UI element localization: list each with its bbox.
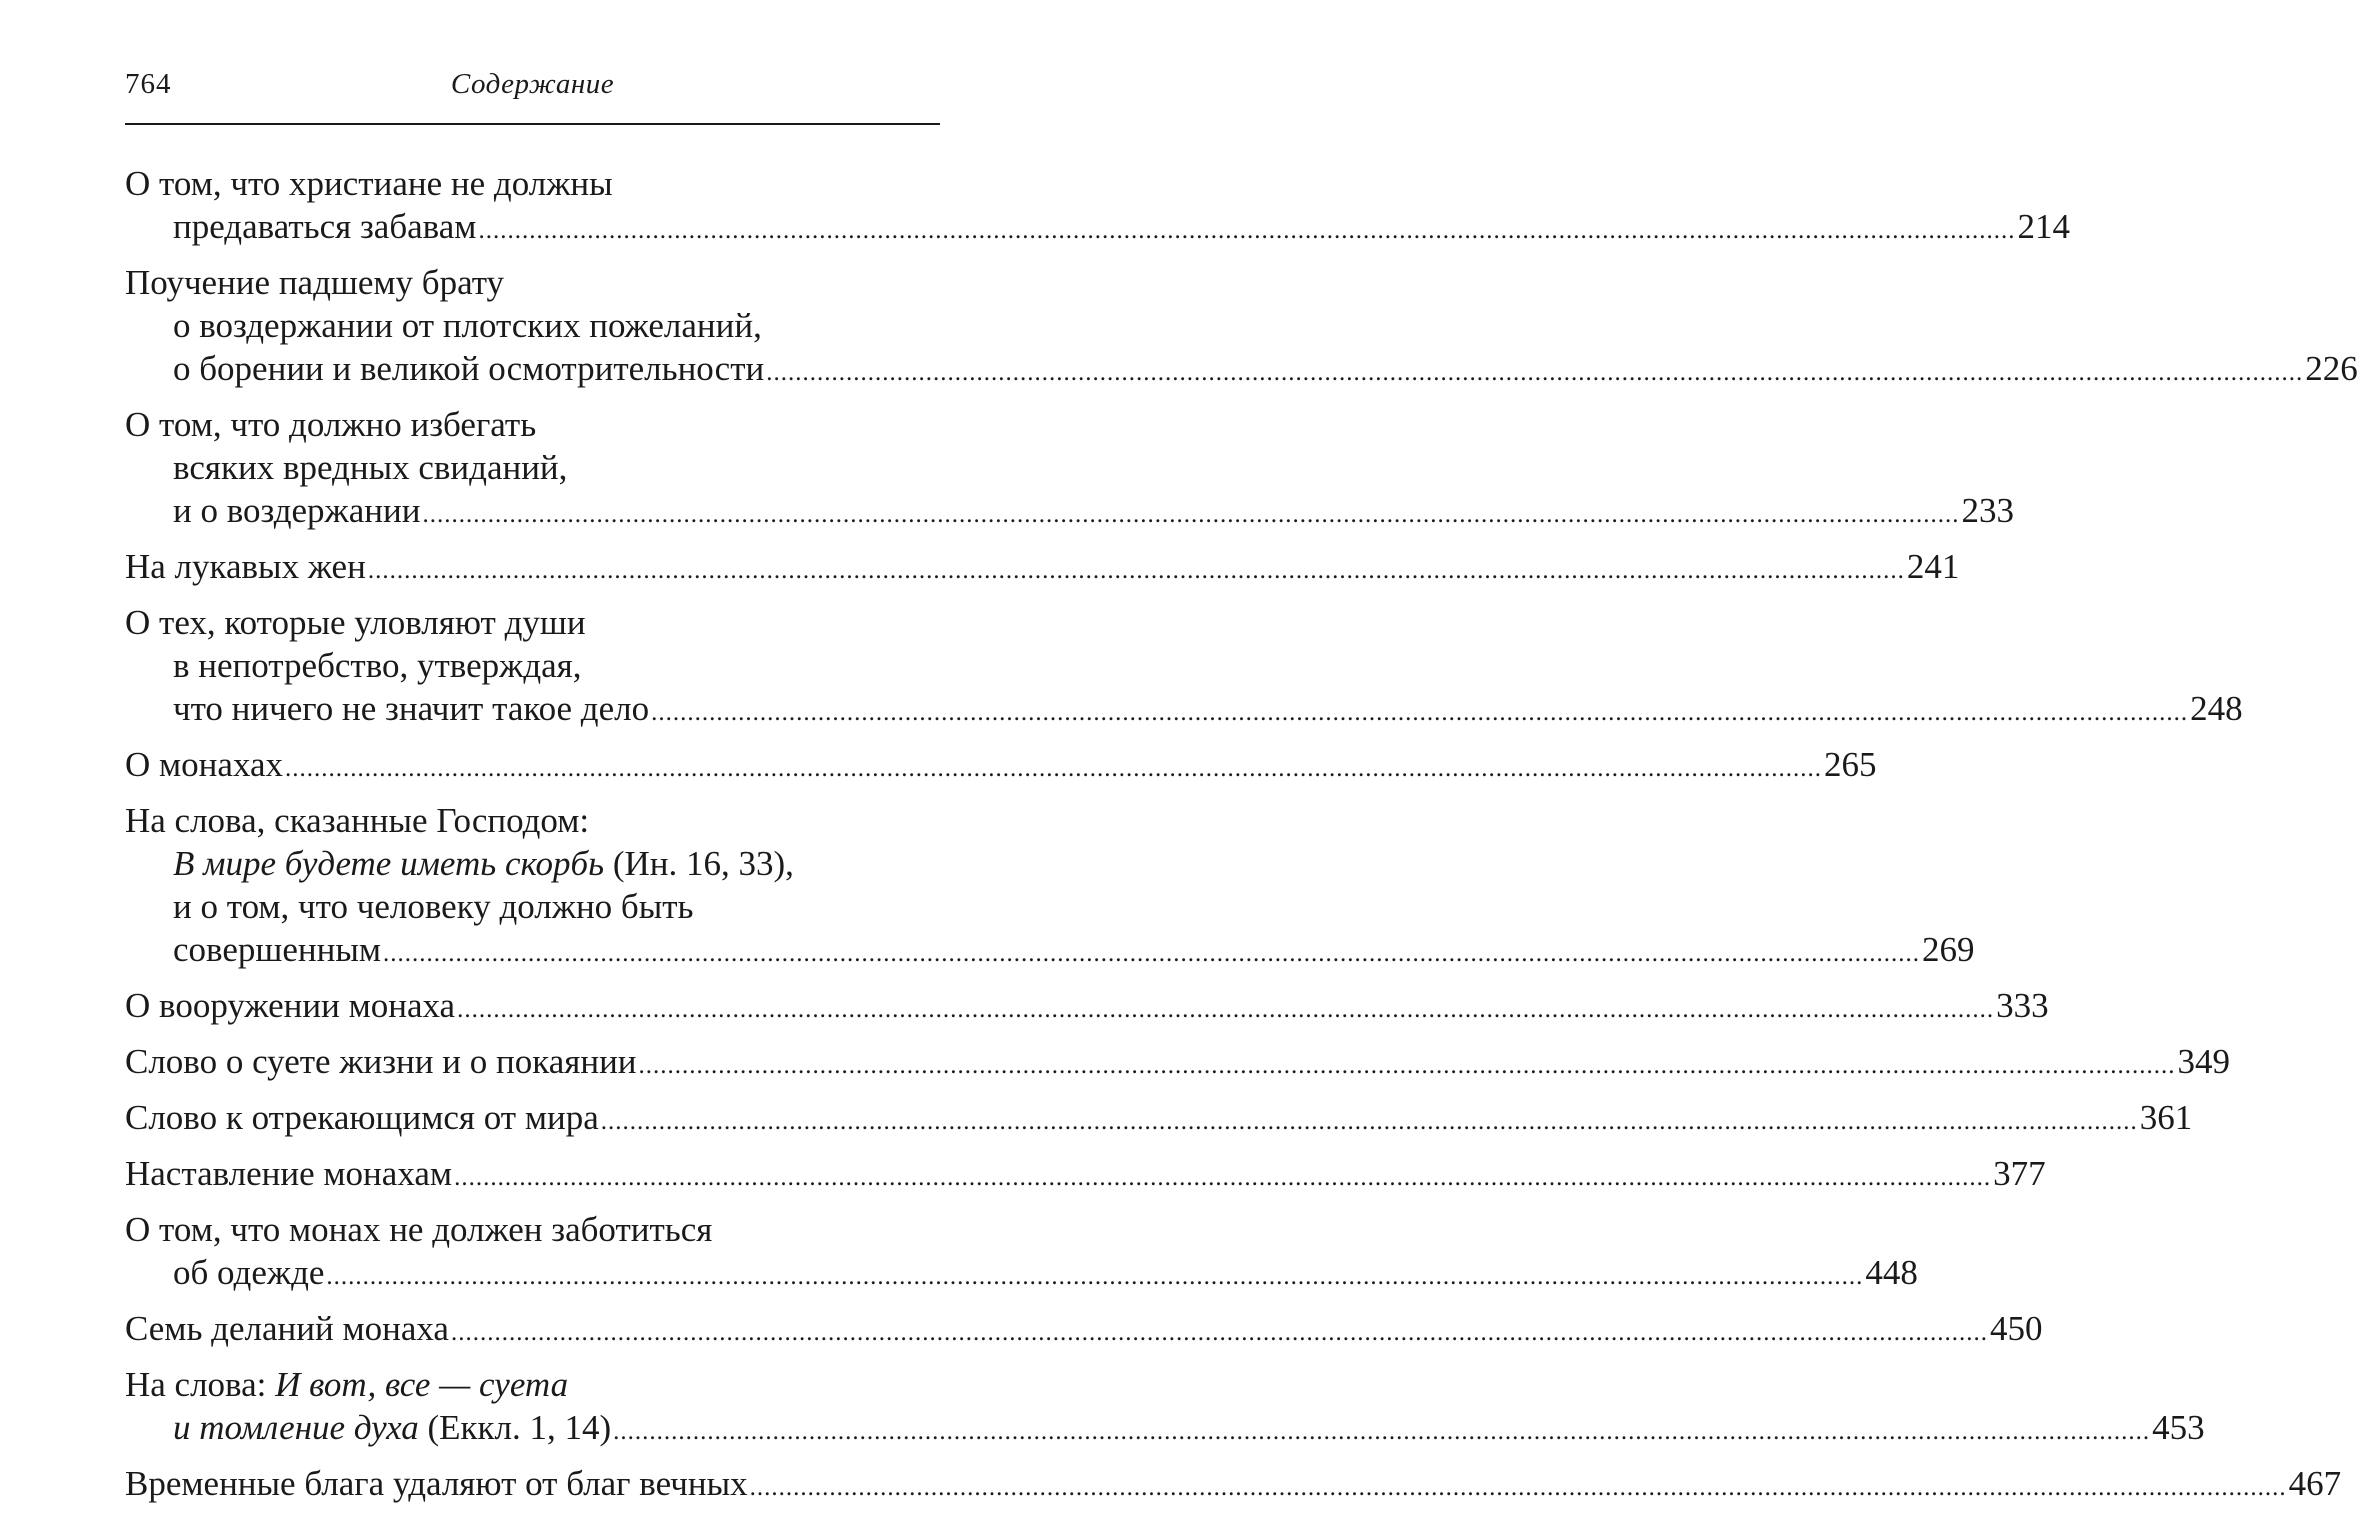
scripture-reference: (Еккл. 1, 14): [418, 1408, 612, 1447]
entry-line: [125, 1462, 2342, 1509]
entry-text: в непотребство, утверждая,: [173, 646, 582, 685]
leader-dots: ....................................................................................................................................................................................................................: [651, 699, 2189, 726]
leader-dots: ....................................................................................................................................................................................................................: [766, 359, 2304, 386]
entry-text: [125, 1307, 449, 1350]
toc-entry: [125, 984, 2049, 1031]
entry-text-part: о борении и великой осмотрительности: [173, 349, 765, 388]
toc-entry: [125, 1208, 1918, 1298]
toc-entry: [125, 1363, 2205, 1453]
leader-dots: ....................................................................................................................................................................................................................: [383, 940, 1921, 967]
leader-dots: ....................................................................................................................................................................................................................: [638, 1052, 2176, 1079]
entry-text: [125, 743, 283, 786]
scripture-reference: (Ин. 16, 33),: [604, 844, 794, 883]
page-ref: 361: [2139, 1098, 2193, 1137]
page-ref: 349: [2177, 1042, 2231, 1081]
entry-line: [125, 1096, 2193, 1143]
entry-text: [173, 489, 420, 532]
entry-text-part: Слово к отрекающимся от мира: [125, 1098, 599, 1137]
entry-line: [125, 799, 945, 842]
entry-line: [125, 842, 945, 885]
entry-line: [125, 1307, 2043, 1354]
page-ref: 269: [1922, 930, 1975, 969]
entry-text: и о том, что человеку должно быть: [173, 887, 694, 926]
entry-text: О том, что монах не должен заботиться: [125, 1210, 713, 1249]
entry-text: О тех, которые уловляют души: [125, 603, 586, 642]
page-ref: 241: [1906, 547, 1960, 586]
entry-text: Поучение падшему брату: [125, 263, 505, 302]
entry-text: [125, 984, 455, 1027]
entry-text: всяких вредных свиданий,: [173, 448, 568, 487]
entry-text: На слова:: [125, 1365, 276, 1404]
entry-text-part: и о воздержании: [173, 491, 421, 530]
leader-dots: ....................................................................................................................................................................................................................: [749, 1474, 2287, 1501]
entry-text-part: об одежде: [173, 1253, 325, 1292]
leader-dots: ....................................................................................................................................................................................................................: [478, 217, 2016, 244]
page-ref: 453: [2152, 1408, 2205, 1447]
scripture-quote: В мире будете иметь скорбь: [173, 844, 605, 883]
toc-entry: [125, 1096, 2193, 1143]
toc-entry: [125, 162, 2070, 252]
toc-entry: [125, 799, 1975, 975]
entry-text: [125, 1152, 452, 1195]
entry-text-part: что ничего не значит такое дело: [173, 689, 650, 728]
page-ref: 226: [2305, 349, 2358, 388]
leader-dots: ....................................................................................................................................................................................................................: [454, 1164, 1992, 1191]
entry-text: [173, 687, 649, 730]
entry-text: [125, 1096, 599, 1139]
entry-line: [125, 687, 2243, 734]
leader-dots: ....................................................................................................................................................................................................................: [457, 996, 1995, 1023]
toc-entry: [125, 261, 2358, 394]
toc-entry: [125, 743, 1877, 790]
entry-line: [125, 984, 2049, 1031]
entry-line: [125, 885, 945, 928]
entry-line: [125, 928, 1975, 975]
entry-text: [173, 1251, 324, 1294]
leader-dots: ....................................................................................................................................................................................................................: [613, 1418, 2151, 1445]
entry-line: [125, 446, 945, 489]
page-ref: 467: [2288, 1464, 2342, 1503]
entry-line: [125, 1152, 2046, 1199]
entry-line: [125, 644, 945, 687]
entry-line: [125, 304, 945, 347]
entry-line: [125, 205, 2070, 252]
entry-line: [125, 1406, 2205, 1453]
entry-line: [125, 743, 1877, 790]
entry-line: [125, 545, 1960, 592]
entry-text-part: Слово о суете жизни и о покаянии: [125, 1042, 637, 1081]
entry-line: [125, 162, 945, 205]
entry-line: [125, 403, 945, 446]
leader-dots: ....................................................................................................................................................................................................................: [326, 1263, 1864, 1290]
entry-line: [125, 1363, 945, 1406]
page-ref: 377: [1993, 1154, 2046, 1193]
entry-line: [125, 601, 945, 644]
entry-text-part: предаваться забавам: [173, 207, 477, 246]
entry-text-part: Временные блага удаляют от благ вечных: [125, 1464, 748, 1503]
entry-text: [125, 1040, 637, 1083]
entry-text-part: Семь деланий монаха: [125, 1309, 449, 1348]
entry-line: [125, 347, 2358, 394]
entry-text: [125, 545, 366, 588]
running-head: [125, 68, 940, 108]
page-ref: 248: [2190, 689, 2243, 728]
toc-entry: [125, 1152, 2046, 1199]
entry-text-part: Наставление монахам: [125, 1154, 453, 1193]
entry-text: О том, что христиане не должны: [125, 164, 613, 203]
leader-dots: ....................................................................................................................................................................................................................: [600, 1108, 2138, 1135]
entry-text: [173, 1406, 611, 1449]
toc-entry: [125, 601, 2243, 734]
leader-dots: ....................................................................................................................................................................................................................: [285, 755, 1823, 782]
scripture-quote: и томление духа: [173, 1408, 419, 1447]
page-ref: 233: [1961, 491, 2014, 530]
entry-text: О том, что должно избегать: [125, 405, 537, 444]
entry-text-part: О вооружении монаха: [125, 986, 456, 1025]
toc-entry: [125, 1462, 2342, 1509]
page-number: 764: [125, 68, 172, 100]
entry-text: [173, 347, 764, 390]
entry-text: о воздержании от плотских пожеланий,: [173, 306, 762, 345]
entry-text: На слова, сказанные Господом:: [125, 801, 590, 840]
table-of-contents: [125, 162, 2358, 1518]
entry-text: [173, 928, 381, 971]
page-ref: 333: [1996, 986, 2049, 1025]
toc-entry: [125, 545, 1960, 592]
entry-line: [125, 1251, 1918, 1298]
entry-text-part: О монахах: [125, 745, 284, 784]
entry-text: [125, 1462, 748, 1505]
section-title: Содержание: [450, 68, 615, 100]
entry-line: [125, 1208, 945, 1251]
toc-entry: [125, 1040, 2231, 1087]
page-ref: 450: [1989, 1309, 2043, 1348]
toc-entry: [125, 1307, 2043, 1354]
entry-line: [125, 1040, 2231, 1087]
entry-text-part: На лукавых жен: [125, 547, 366, 586]
entry-text: [173, 205, 476, 248]
page-ref: 448: [1865, 1253, 1918, 1292]
scripture-quote: И вот, все — суета: [275, 1365, 569, 1404]
page-ref: 214: [2017, 207, 2070, 246]
page-ref: 265: [1824, 745, 1877, 784]
leader-dots: ....................................................................................................................................................................................................................: [422, 501, 1960, 528]
entry-line: [125, 489, 2014, 536]
header-rule: [125, 123, 940, 125]
entry-line: [125, 261, 945, 304]
toc-entry: [125, 403, 2014, 536]
leader-dots: ....................................................................................................................................................................................................................: [450, 1319, 1988, 1346]
leader-dots: ....................................................................................................................................................................................................................: [367, 557, 1905, 584]
entry-text-part: совершенным: [173, 930, 382, 969]
